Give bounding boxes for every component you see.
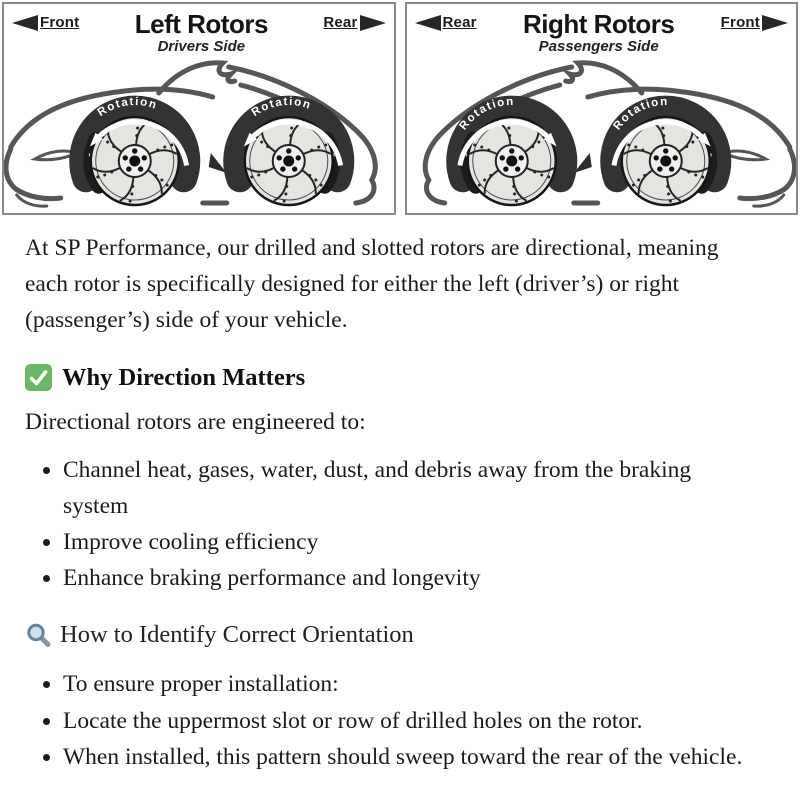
- why-direction-matters-heading: [25, 364, 758, 392]
- rotation-label-rear: Rotation: [249, 95, 314, 120]
- orientation-steps-list: [25, 666, 758, 775]
- list-item: • Channel heat, gases, water, dust, and debris away from the braking system: [63, 452, 758, 524]
- product-description: [0, 215, 800, 775]
- list-item: • Improve cooling efficiency: [63, 524, 758, 560]
- rotation-label-front: Rotation: [95, 95, 160, 120]
- left-panel-header: [4, 4, 394, 55]
- panel-title: Left Rotors: [134, 9, 268, 39]
- heading-text: How to Identify Correct Orientation: [60, 621, 414, 649]
- direction-label: Rear: [323, 14, 358, 31]
- rotation-label-rear: Rotation: [456, 95, 515, 133]
- check-mark-icon: [25, 364, 52, 391]
- panel-subtitle: Passengers Side: [538, 38, 659, 56]
- rear-direction-indicator: [415, 14, 477, 31]
- engineered-to-lead: Directional rotors are engineered to:: [25, 408, 366, 435]
- right-rotors-panel: [405, 2, 799, 215]
- direction-label: Front: [40, 14, 80, 31]
- front-direction-indicator: [12, 14, 79, 31]
- left-rotors-panel: [2, 2, 396, 215]
- direction-label: Rear: [442, 14, 477, 31]
- magnifying-glass-icon: [25, 622, 52, 649]
- right-panel-header: [407, 4, 797, 55]
- list-item: • When installed, this pattern should sweep toward the rear of the vehicle.: [63, 739, 758, 775]
- heading-text: Why Direction Matters: [62, 363, 306, 391]
- rear-direction-indicator: [323, 14, 385, 31]
- front-direction-indicator: [721, 14, 788, 31]
- benefits-list: [25, 452, 758, 597]
- arrow-right-icon: [762, 15, 788, 31]
- arrow-left-icon: [12, 15, 38, 31]
- list-item: • Enhance braking performance and longevity: [63, 560, 758, 596]
- list-item: • Locate the uppermost slot or row of drilled holes on the rotor.: [63, 703, 758, 739]
- left-panel-titles: [79, 11, 323, 55]
- panel-title: Right Rotors: [522, 9, 675, 39]
- arrow-right-icon: [360, 15, 386, 31]
- intro-paragraph: At SP Performance, our drilled and slotted rotors are directional, meaning each rotor is specifically designed for either the left (driver’s) or right (passenger’s) side of your vehicle.: [25, 235, 719, 334]
- direction-label: Front: [720, 14, 760, 31]
- panel-subtitle: Drivers Side: [157, 38, 246, 56]
- car-illustration-right: [407, 55, 797, 213]
- list-item: • To ensure proper installation:: [63, 666, 758, 702]
- how-to-identify-heading: [25, 621, 758, 649]
- rotation-label-front: Rotation: [610, 95, 669, 133]
- car-illustration-left: [4, 55, 394, 213]
- rotor-direction-diagram: [0, 0, 800, 215]
- arrow-left-icon: [415, 15, 441, 31]
- right-panel-titles: [477, 11, 721, 55]
